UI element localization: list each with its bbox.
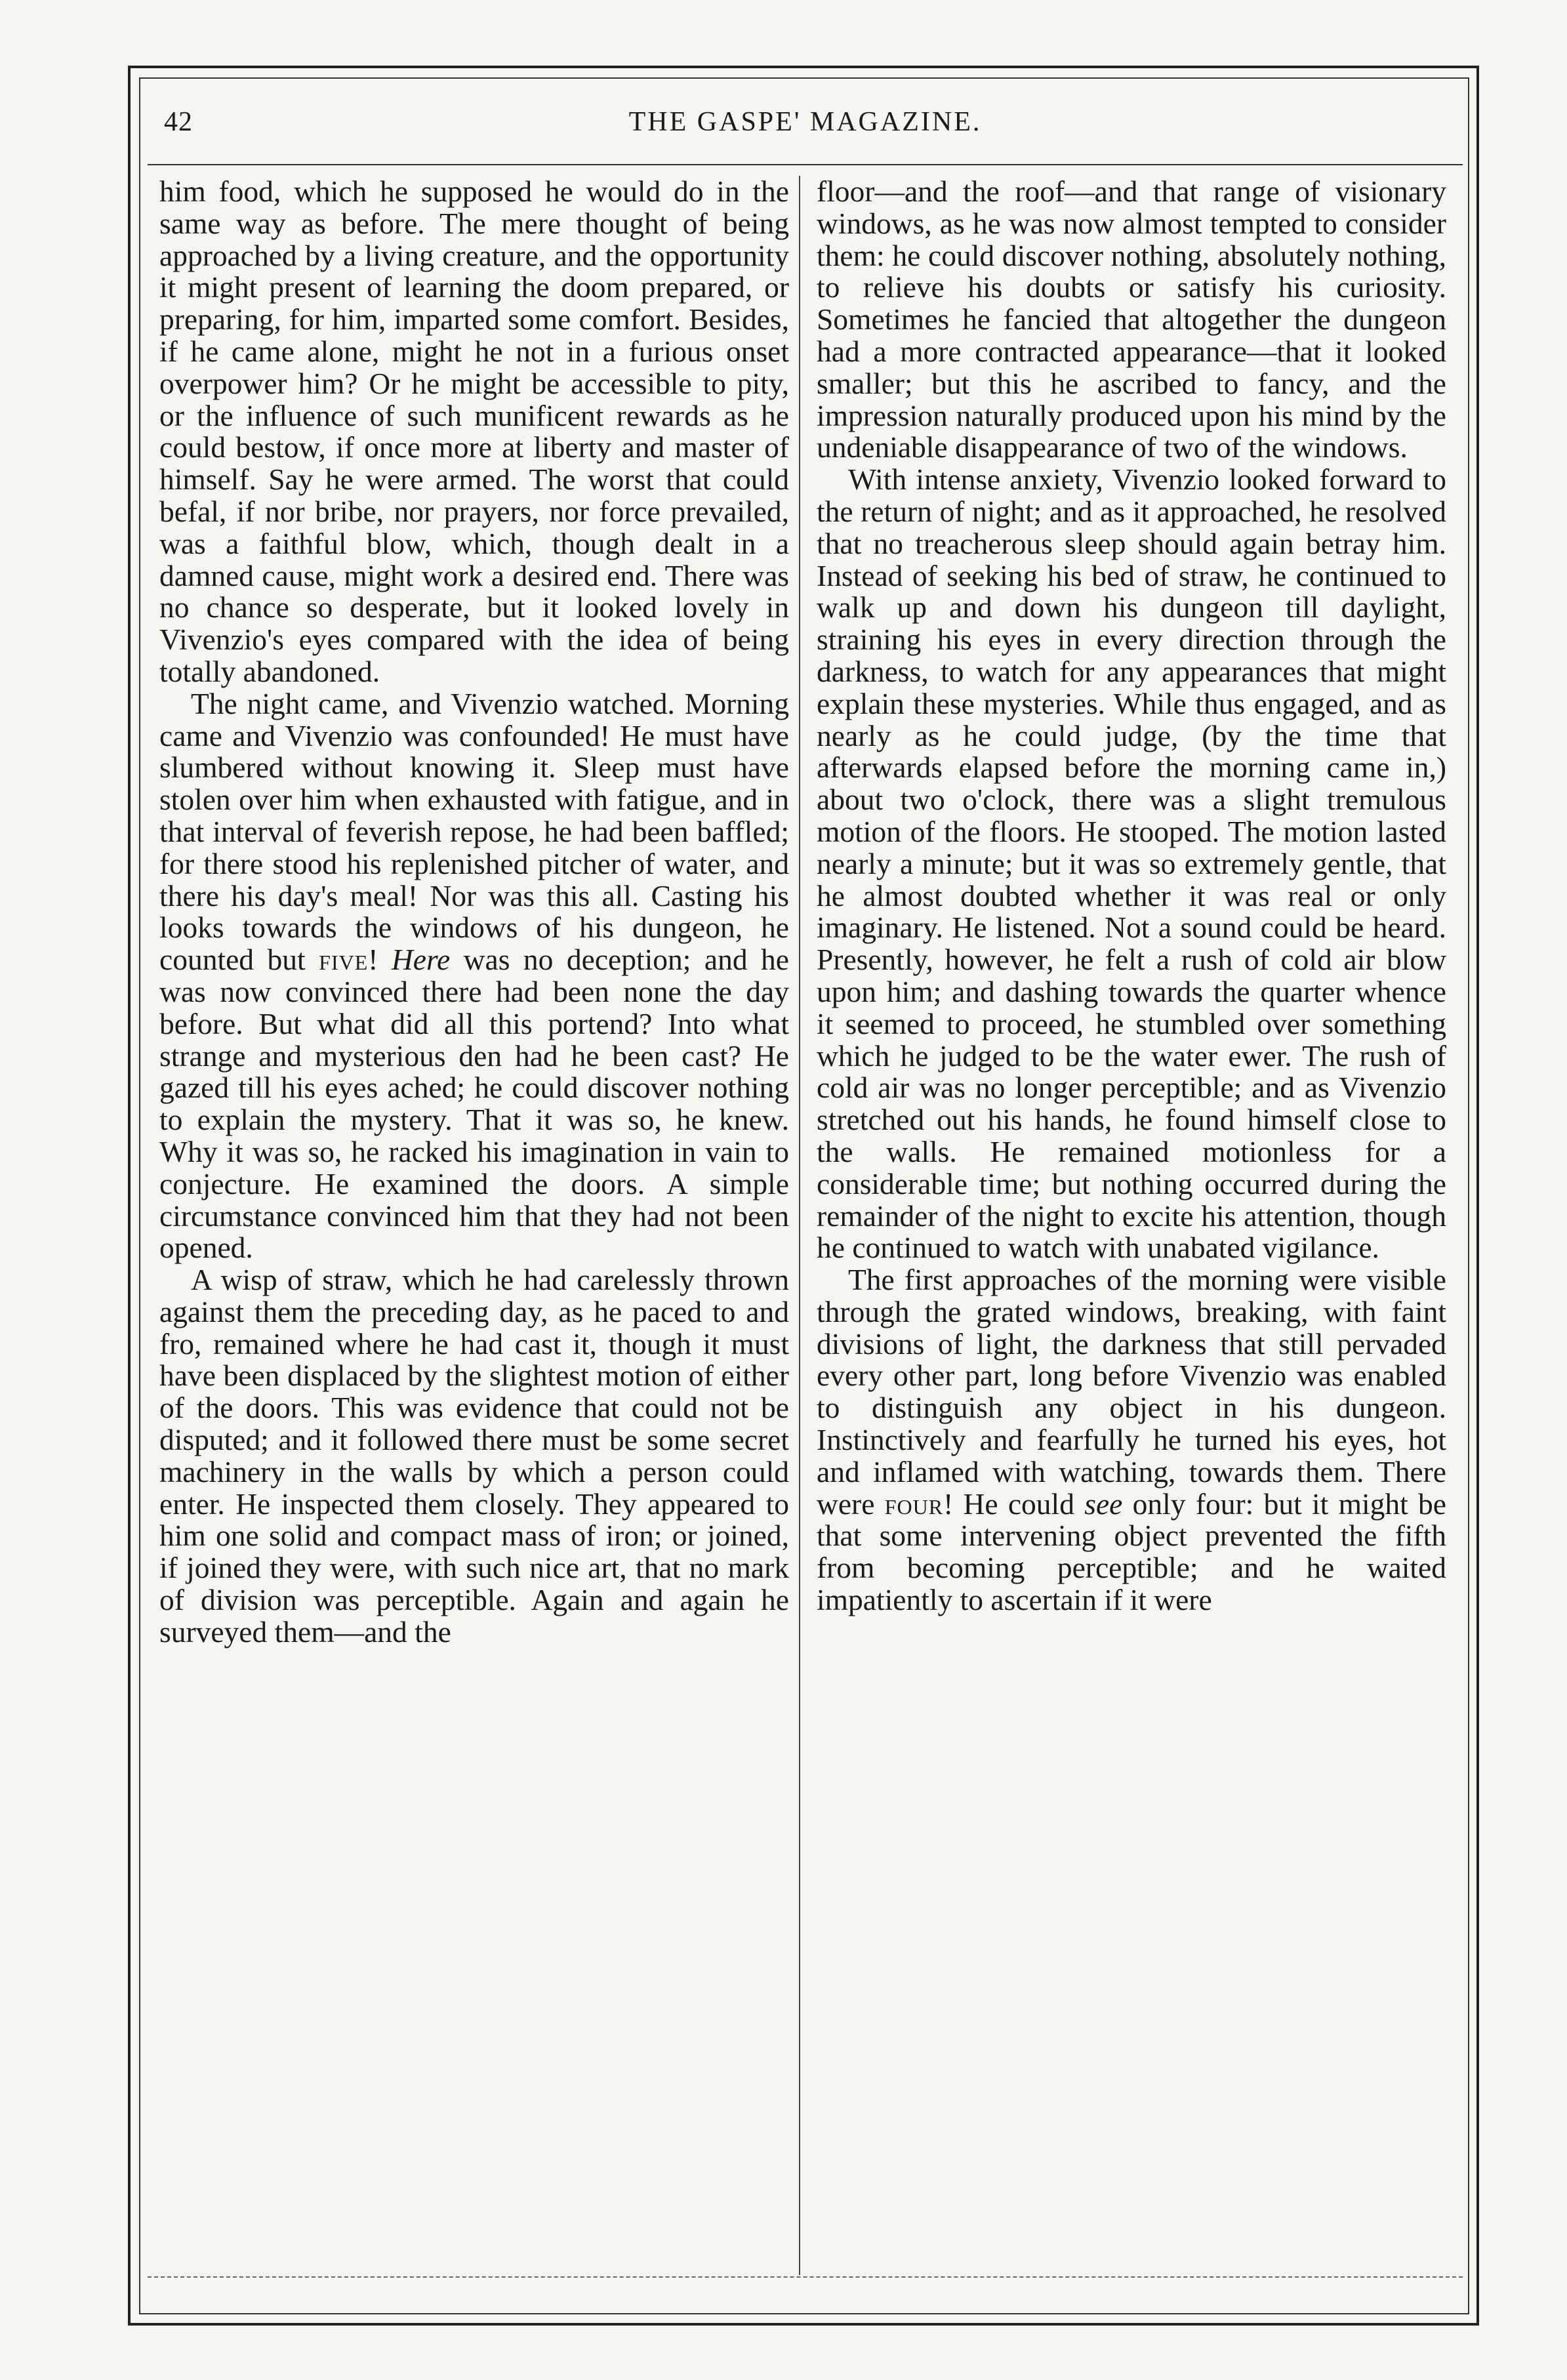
page-number: 42: [164, 107, 193, 137]
page-header: [148, 98, 1463, 144]
header-rule: [148, 164, 1463, 165]
right-paragraph-3-text-a: The first approaches of the morning were visible through the grated windows, breaking, with faint divisions of light, the darkness that still pervaded every other part, long before Vivenzio was enabled to distinguish any object in his dungeon. Instinctively and fearfully he turned his eyes, hot and inflamed with watching, towards them. There were: [817, 1263, 1446, 1521]
right-paragraph-2: With intense anxiety, Vivenzio looked forward to the return of night; and as it approached, he resolved that no treacherous sleep should again betray him. Instead of seeking his bed of straw, he continued to walk up and down his dungeon till daylight, straining his eyes in every direction through the darkness, to watch for any appearances that might explain these mysteries. While thus engaged, and as nearly as he could judge, (by the time that afterwards elapsed before the morning came in,) about two o'clock, there was a slight tremulous motion of the floors. He stooped. The motion lasted nearly a minute; but it was so extremely gentle, that he almost doubted whether it was real or only imaginary. He listened. Not a sound could be heard. Presently, however, he felt a rush of cold air blow upon him; and dashing towards the quarter whence it seemed to proceed, he stumbled over something which he judged to be the water ewer. The rush of cold air was no longer perceptible; and as Vivenzio stretched out his hands, he found himself close to the walls. He remained motionless for a considerable time; but nothing occurred during the remainder of the night to excite his attention, though he continued to watch with unabated vigilance.: [817, 462, 1446, 1265]
emphasis-see: see: [1084, 1487, 1123, 1521]
left-paragraph-2-text-a: The night came, and Vivenzio watched. Morning came and Vivenzio was confounded! He must have slumbered without knowing it. Sleep must have stolen over him when exhausted with fatigue, and in that interval of feverish repose, he had been baffled; for there stood his replenished pitcher of water, and there his day's meal! Nor was this all. Casting his looks towards the windows of his dungeon, he counted but: [159, 686, 789, 977]
left-paragraph-2-text-b: !: [368, 943, 378, 977]
left-paragraph-1: him food, which he supposed he would do in the same way as before. The mere thought of being approached by a living creature, and the opportunity it might present of learning the doom prepared, or preparing, for him, imparted some comfort. Besides, if he came alone, might he not in a furious onset overpower him? Or he might be accessible to pity, or the influence of such munificent rewards as he could bestow, if once more at liberty and master of himself. Say he were armed. The worst that could befal, if nor bribe, nor prayers, nor force prevailed, was a faithful blow, which, though dealt in a damned cause, might work a desired end. There was no chance so desperate, but it looked lovely in Vivenzio's eyes compared with the idea of being totally abandoned.: [159, 174, 789, 688]
right-paragraph-1: floor—and the roof—and that range of visionary windows, as he was now almost tempted to consider them: he could discover nothing, absolutely nothing, to relieve his doubts or satisfy his curiosity. Sometimes he fancied that altogether the dungeon had a more contracted appearance—that it looked smaller; but this he ascribed to fancy, and the impression naturally produced upon his mind by the undeniable disappearance of two of the windows.: [817, 174, 1446, 464]
left-column: [159, 176, 789, 1649]
left-paragraph-2: [159, 688, 789, 1264]
emphasis-here: Here: [391, 943, 451, 977]
right-paragraph-3-text-c: only four: but it might be that some intervening object prevented the fifth from becoming perceptible; and he waited impatiently to ascertain if it were: [817, 1487, 1447, 1617]
right-column: [817, 176, 1446, 1616]
right-paragraph-3: [817, 1264, 1446, 1616]
bottom-rule: [148, 2276, 1463, 2278]
left-paragraph-3: A wisp of straw, which he had carelessly thrown against them the preceding day, as he paced to and fro, remained where he had cast it, though it must have been displaced by the slightest motion of either of the doors. This was evidence that could not be disputed; and it followed there must be some secret machinery in the walls by which a person could enter. He inspected them closely. They appeared to him one solid and compact mass of iron; or joined, if joined they were, with such nice art, that no mark of division was perceptible. Again and again he surveyed them—and the: [159, 1263, 789, 1649]
right-paragraph-3-text-b: ! He could: [943, 1487, 1074, 1521]
running-title: THE GASPE' MAGAZINE.: [628, 107, 982, 137]
emphasis-four: four: [884, 1487, 944, 1521]
emphasis-five: five: [319, 943, 369, 977]
column-divider: [799, 176, 800, 2275]
left-paragraph-2-text-c: was no deception; and he was now convinced there had been none the day before. But what did all this portend? Into what strange and mysterious den had he been cast? He gazed till his eyes ached; he could discover nothing to explain the mystery. That it was so, he knew. Why it was so, he racked his imagination in vain to conjecture. He examined the doors. A simple circumstance convinced him that they had not been opened.: [159, 943, 789, 1265]
